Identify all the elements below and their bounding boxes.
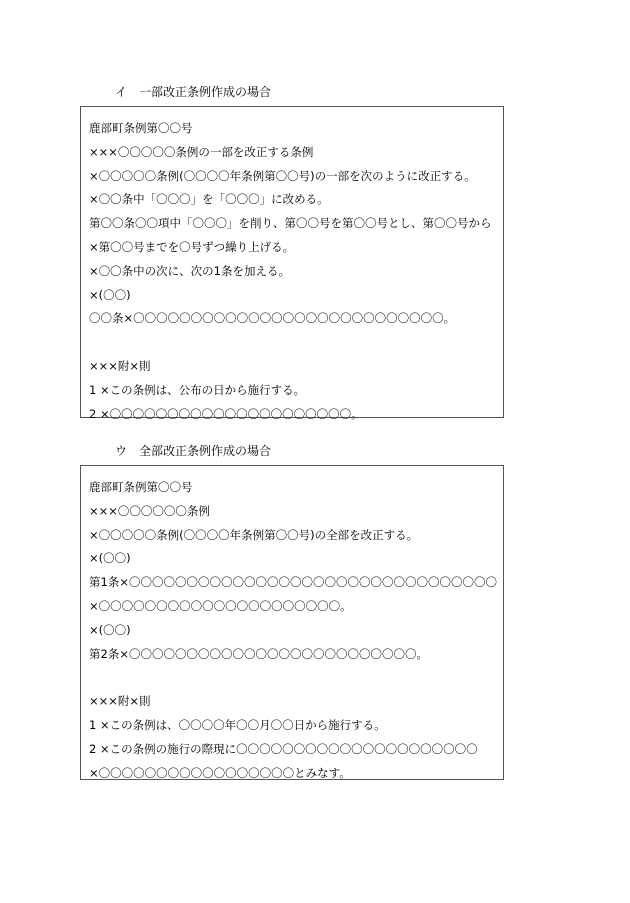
supplementary-provisions-heading: ×××附×則 (89, 694, 151, 709)
supplementary-item-1: 1 ×この条例は、公布の日から施行する。 (89, 382, 306, 397)
blank-line (89, 666, 495, 690)
supplementary-item-2: 2 ×この条例の施行の際現に〇〇〇〇〇〇〇〇〇〇〇〇〇〇〇〇〇〇〇〇〇 (89, 741, 478, 756)
article-body-line: 第1条×〇〇〇〇〇〇〇〇〇〇〇〇〇〇〇〇〇〇〇〇〇〇〇〇〇〇〇〇〇〇〇〇 (89, 575, 497, 590)
ordinance-title-line: ×××〇〇〇〇〇条例の一部を改正する条例 (89, 144, 314, 159)
supplementary-item-2-continuation: ×〇〇〇〇〇〇〇〇〇〇〇〇〇〇〇〇〇とみなす。 (89, 765, 351, 780)
partial-amendment-example-box (80, 106, 504, 421)
section-heading-partial-amendment: イ 一部改正条例作成の場合 (115, 85, 272, 99)
supplementary-provisions-heading: ×××附×則 (89, 358, 151, 373)
article-caption-line: ×(〇〇) (89, 551, 131, 566)
article-caption-line: ×(〇〇) (89, 622, 131, 637)
ordinance-text-line: ×第〇〇号までを〇号ずつ繰り上げる。 (89, 239, 295, 254)
section-heading-full-amendment: ウ 全部改正条例作成の場合 (115, 444, 272, 458)
supplementary-item-2: 2 ×〇〇〇〇〇〇〇〇〇〇〇〇〇〇〇〇〇〇〇〇〇。 (89, 406, 363, 421)
ordinance-text-line: ×〇〇〇〇〇条例(〇〇〇〇年条例第〇〇号)の一部を次のように改正する。 (89, 168, 476, 183)
article-body-line: 〇〇条×〇〇〇〇〇〇〇〇〇〇〇〇〇〇〇〇〇〇〇〇〇〇〇〇〇〇〇。 (89, 311, 456, 326)
ordinance-text-line: 第〇〇条〇〇項中「〇〇〇」を削り、第〇〇号を第〇〇号とし、第〇〇号から (89, 216, 492, 231)
ordinance-text-line: ×〇〇条中の次に、次の1条を加える。 (89, 263, 290, 278)
article-caption-line: ×(〇〇) (89, 287, 131, 302)
full-amendment-example-box (80, 465, 504, 780)
ordinance-title-line: ×××〇〇〇〇〇〇条例 (89, 503, 210, 518)
blank-line (89, 331, 495, 355)
ordinance-number-line: 鹿部町条例第〇〇号 (89, 121, 193, 135)
article-body-line: ×〇〇〇〇〇〇〇〇〇〇〇〇〇〇〇〇〇〇〇〇〇。 (89, 598, 352, 613)
ordinance-text-line: ×〇〇条中「〇〇〇」を「〇〇〇」に改める。 (89, 192, 329, 207)
article-body-line: 第2条×〇〇〇〇〇〇〇〇〇〇〇〇〇〇〇〇〇〇〇〇〇〇〇〇〇。 (89, 646, 428, 661)
ordinance-text-line: ×〇〇〇〇〇条例(〇〇〇〇年条例第〇〇号)の全部を改正する。 (89, 527, 419, 542)
ordinance-number-line: 鹿部町条例第〇〇号 (89, 480, 193, 494)
supplementary-item-1: 1 ×この条例は、〇〇〇〇年〇〇月〇〇日から施行する。 (89, 717, 386, 732)
